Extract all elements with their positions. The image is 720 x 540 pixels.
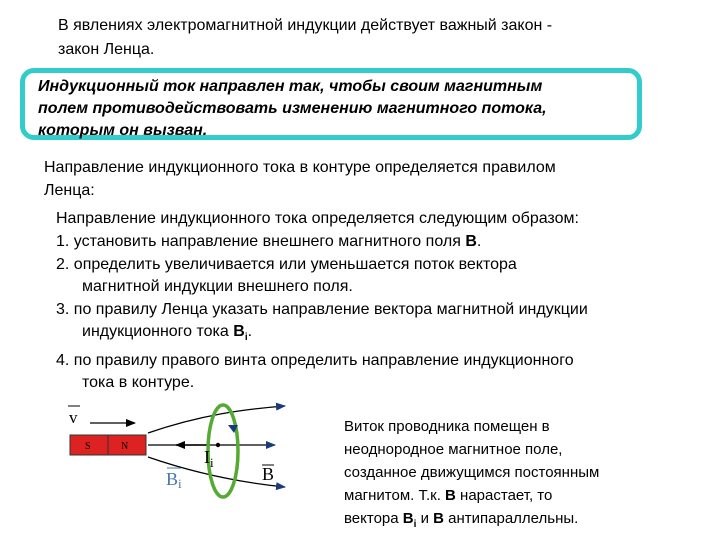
step-3-line: 3. по правилу Ленца указать направление вектора магнитной индукции [56,301,588,318]
bi-label [166,469,182,491]
v-label: v [69,408,78,427]
lenz-diagram [60,395,325,510]
law-line: полем противодействовать изменению магнитного потока, [38,100,547,117]
lenz-law-statement [38,76,638,142]
bi-sub: i [178,476,182,491]
rule-intro-line: Направление индукционного тока в контуре определяется правилом [44,159,556,176]
step-3 [56,299,676,349]
rule-intro-line: Ленца: [44,182,95,199]
step-3-end: . [247,323,253,340]
vector-b: B [433,510,444,527]
caption-text: антипараллельны. [443,510,579,527]
steps-list [56,208,676,395]
step-1-text: 1. установить направление внешнего магнитного поля [56,233,466,250]
magnet-n-label: N [121,441,129,452]
caption-line [344,484,674,507]
current-sub: i [210,455,214,470]
intro-line: закон Ленца. [58,41,155,58]
rule-intro-text [44,156,664,202]
vector-bi [233,323,248,344]
step-1-end: . [476,233,482,250]
step-4-line: 4. по правилу правого винта определить направление индукционного [56,352,574,370]
step-1 [56,231,676,253]
law-line: Индукционный ток направлен так, чтобы своим магнитным [38,78,543,95]
vector-b: B [445,487,456,504]
current-letter: I [204,447,210,467]
diagram-caption [344,415,674,536]
intro-line: В явлениях электромагнитной индукции действует важный закон - [58,17,553,34]
caption-line: созданное движущимся постоянным [344,464,600,481]
caption-text: магнитом. Т.к. [344,487,446,504]
vector-bi-sub: i [413,519,417,530]
intro-text [58,14,658,62]
step-4 [56,350,676,394]
vector-bi-sub: i [244,332,248,344]
step-2-line: 2. определить увеличивается или уменьшается поток вектора [56,256,517,273]
caption-line [344,507,674,536]
vector-bi [402,510,417,530]
b-label: B [262,464,275,484]
ring-center-dot [216,443,220,447]
current-label [204,447,214,470]
caption-text: нарастает, то [455,487,553,504]
magnet-s-label: S [85,441,91,452]
caption-line: Виток проводника помещен в [344,418,550,435]
caption-text: и [416,510,434,527]
bi-letter: B [166,469,179,489]
step-2 [56,254,676,298]
law-line: которым он вызван. [38,122,208,139]
vector-bi-letter: B [402,510,414,527]
step-2-line: магнитной индукции внешнего поля. [82,278,353,295]
vector-bi-letter: B [233,323,245,340]
caption-line: неоднородное магнитное поле, [344,441,563,458]
conducting-ring [208,405,238,497]
steps-heading: Направление индукционного тока определяется следующим образом: [56,210,579,227]
vector-b: B [465,233,477,250]
step-4-line: тока в контуре. [82,374,195,392]
caption-text: вектора [344,510,403,527]
step-3-line: индукционного тока [82,323,234,340]
